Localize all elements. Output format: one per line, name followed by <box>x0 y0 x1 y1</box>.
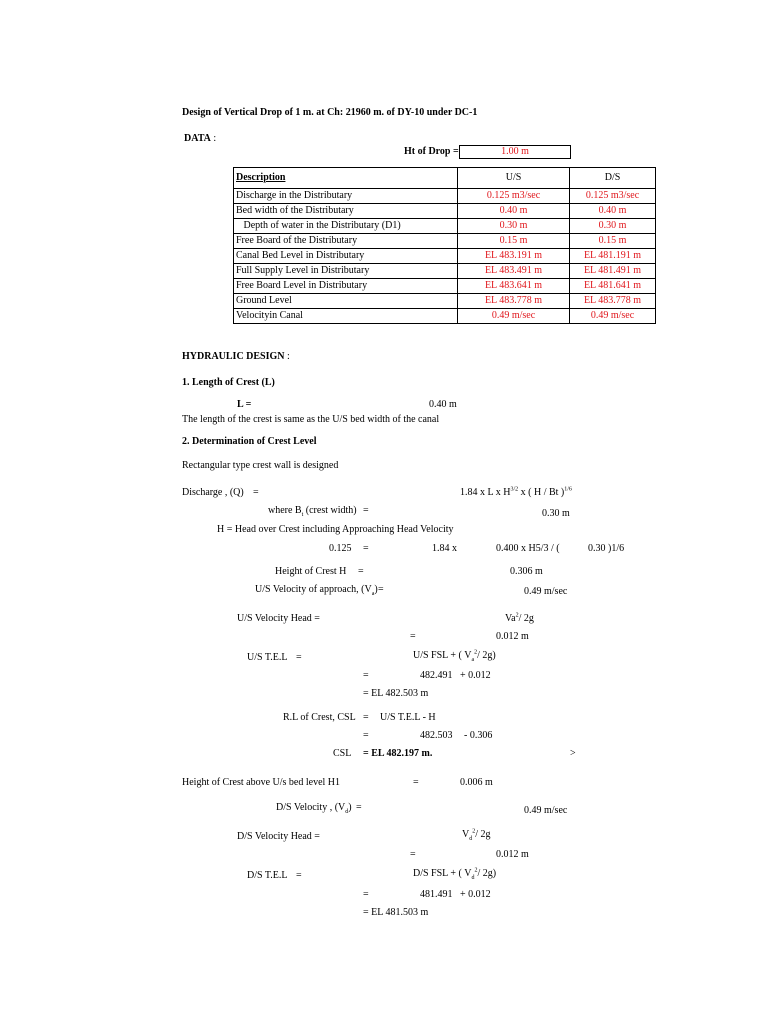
table-cell: EL 481.491 m <box>570 264 656 279</box>
table-row <box>234 249 656 264</box>
crest-height-above-bed-label: Height of Crest above U/s bed level H1 <box>182 777 341 788</box>
equals-sign: = <box>358 566 364 577</box>
equals-sign: = <box>296 870 302 881</box>
table-cell: EL 483.641 m <box>458 279 570 294</box>
table-cell: Free Board of the Distributary <box>234 234 458 249</box>
ds-tel-value-1: 481.491 <box>420 889 453 900</box>
table-cell: EL 483.778 m <box>570 294 656 309</box>
table-cell: 0.15 m <box>458 234 570 249</box>
height-crest-value: 0.306 m <box>510 566 543 577</box>
ds-tel-formula: D/S FSL + ( $V_d^2/$ 2g) <box>413 867 497 881</box>
table-cell: Free Board Level in Distributary <box>234 279 458 294</box>
equals-sign: = <box>413 777 419 788</box>
table-row <box>234 294 656 309</box>
equals-sign: = <box>363 505 369 516</box>
table-row <box>234 279 656 294</box>
table-cell: 0.40 m <box>570 204 656 219</box>
table-cell: Bed width of the Distributary <box>234 204 458 219</box>
us-tel-value-2: + 0.012 <box>460 670 491 681</box>
csl-label: CSL <box>333 748 352 759</box>
discharge-label: Discharge , (Q) <box>182 487 244 498</box>
data-table <box>233 167 656 324</box>
equals-sign: = <box>296 652 302 663</box>
length-label: L = <box>237 399 252 410</box>
table-cell: Ground Level <box>234 294 458 309</box>
equals-sign: = <box>363 889 369 900</box>
us-velocity-label: U/S Velocity of approach, $(V_a)$ <box>255 584 378 597</box>
hydraulic-heading: HYDRAULIC DESIGN : <box>182 351 290 362</box>
section-2-heading: 2. Determination of Crest Level <box>182 436 317 447</box>
crest-level-formula: U/S T.E.L - H <box>380 712 436 723</box>
us-velocity-head-value: 0.012 m <box>496 631 529 642</box>
table-header-cell: D/S <box>570 168 656 189</box>
table-cell: Discharge in the Distributary <box>234 189 458 204</box>
table-cell: EL 481.191 m <box>570 249 656 264</box>
csl-value: = EL 482.197 m. <box>363 748 433 759</box>
table-cell: 0.40 m <box>458 204 570 219</box>
q-value: 0.125 <box>329 543 352 554</box>
us-tel-value-1: 482.491 <box>420 670 453 681</box>
discharge-formula: 1.84 x L x $H^{3/2}$ x ( H / Bt )$^{1/6}$ <box>460 486 572 498</box>
table-cell: 0.125 m3/sec <box>458 189 570 204</box>
equals-sign: = <box>410 849 416 860</box>
ht-drop-label: Ht of Drop = <box>404 146 459 157</box>
ds-velocity-head-formula: $V_d^2/$ 2g <box>462 828 491 842</box>
ds-tel-result: = EL 481.503 m <box>363 907 429 918</box>
table-cell: EL 483.191 m <box>458 249 570 264</box>
section-1-heading: 1. Length of Crest (L) <box>182 377 275 388</box>
table-cell: Full Supply Level in Distributary <box>234 264 458 279</box>
crest-level-label: R.L of Crest, CSL <box>283 712 356 723</box>
ht-drop-value: 1.00 m <box>459 145 571 159</box>
equals-sign: = <box>363 543 369 554</box>
crest-level-value-2: - 0.306 <box>464 730 493 741</box>
csl-mark: > <box>570 748 576 759</box>
us-velocity-value: 0.49 m/sec <box>524 586 568 597</box>
table-cell: 0.49 m/sec <box>458 309 570 324</box>
ds-velocity-label: D/S Velocity , $(V_d)$ <box>276 802 352 815</box>
us-tel-formula: U/S FSL + ( $V_a^2/$ 2g) <box>413 649 496 663</box>
table-cell: EL 483.778 m <box>458 294 570 309</box>
crest-width-label: where $B_t$ (crest width) <box>268 505 357 518</box>
table-cell: EL 481.641 m <box>570 279 656 294</box>
table-cell: 0.125 m3/sec <box>570 189 656 204</box>
us-velocity-head-label: U/S Velocity Head = <box>237 613 320 624</box>
table-row <box>234 309 656 324</box>
us-tel-label: U/S T.E.L <box>247 652 288 663</box>
ds-velocity-value: 0.49 m/sec <box>524 805 568 816</box>
equals-sign: = <box>363 730 369 741</box>
head-definition: H = Head over Crest including Approaching Head Velocity <box>217 524 454 535</box>
crest-height-above-bed-value: 0.006 m <box>460 777 493 788</box>
crest-level-value-1: 482.503 <box>420 730 453 741</box>
table-cell: 0.15 m <box>570 234 656 249</box>
table-header-cell: Description <box>234 168 458 189</box>
equals-sign: = <box>378 584 384 595</box>
document-title: Design of Vertical Drop of 1 m. at Ch: 21960 m. of DY-10 under DC-1 <box>182 107 478 118</box>
equals-sign: = <box>356 802 362 813</box>
head-expression-tail: 0.30 )1/6 <box>588 543 625 554</box>
ds-velocity-head-value: 0.012 m <box>496 849 529 860</box>
equals-sign: = <box>363 712 369 723</box>
us-velocity-head-formula: Va$^2$/ 2g <box>505 612 534 624</box>
table-cell: 0.30 m <box>458 219 570 234</box>
coefficient: 1.84 x <box>432 543 457 554</box>
table-cell: EL 483.491 m <box>458 264 570 279</box>
table-header-row <box>234 168 656 189</box>
table-row <box>234 189 656 204</box>
table-row <box>234 264 656 279</box>
ds-velocity-head-label: D/S Velocity Head = <box>237 831 320 842</box>
table-header-cell: U/S <box>458 168 570 189</box>
length-value: 0.40 m <box>429 399 457 410</box>
table-cell: Velocityin Canal <box>234 309 458 324</box>
rect-note: Rectangular type crest wall is designed <box>182 460 339 471</box>
table-row <box>234 204 656 219</box>
equals-sign: = <box>410 631 416 642</box>
table-cell: 0.49 m/sec <box>570 309 656 324</box>
table-cell: Depth of water in the Distributary (D1) <box>234 219 458 234</box>
equals-sign: = <box>253 487 259 498</box>
equals-sign: = <box>363 670 369 681</box>
head-expression: 0.400 x H5/3 / ( <box>496 543 560 554</box>
crest-width-value: 0.30 m <box>542 508 570 519</box>
table-row <box>234 234 656 249</box>
table-row <box>234 219 656 234</box>
data-heading: DATA : <box>184 133 217 144</box>
ds-tel-value-2: + 0.012 <box>460 889 491 900</box>
height-crest-label: Height of Crest H <box>275 566 347 577</box>
table-cell: 0.30 m <box>570 219 656 234</box>
length-note: The length of the crest is same as the U/S bed width of the canal <box>182 414 440 425</box>
table-cell: Canal Bed Level in Distributary <box>234 249 458 264</box>
ds-tel-label: D/S T.E.L <box>247 870 288 881</box>
us-tel-result: = EL 482.503 m <box>363 688 429 699</box>
